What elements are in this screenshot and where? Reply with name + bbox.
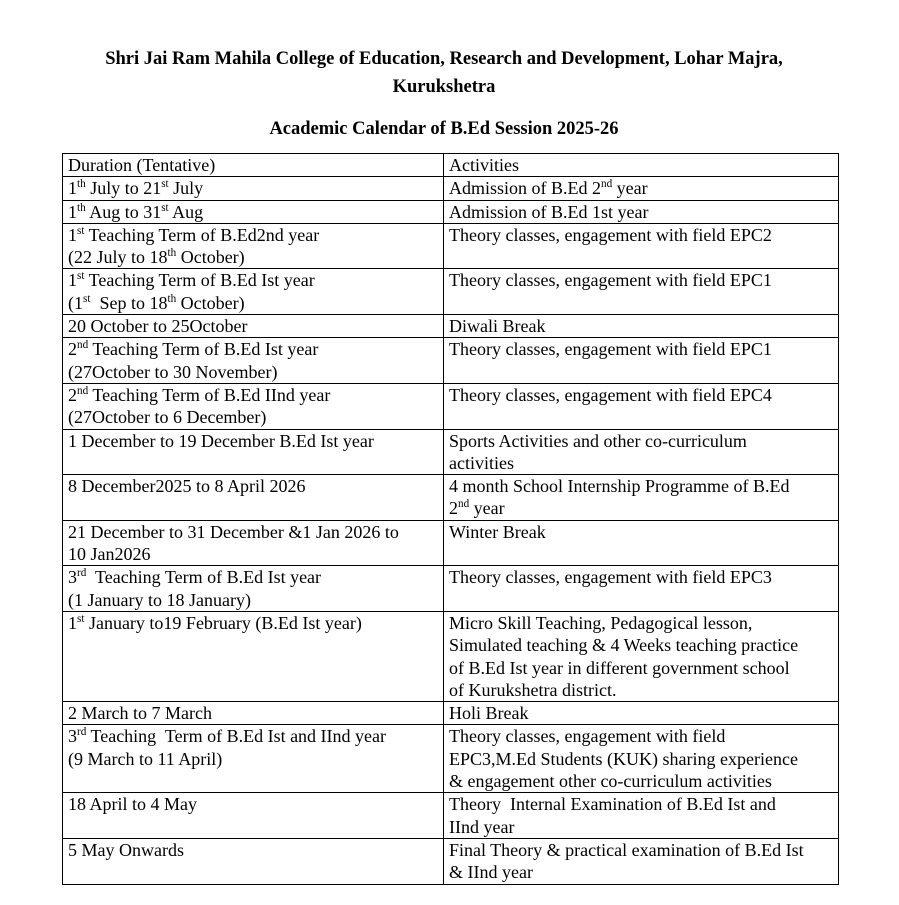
duration-cell: 1st Teaching Term of B.Ed2nd year (22 July to 18th October) [63,223,444,269]
table-header-row [63,154,839,177]
duration-cell: 1st Teaching Term of B.Ed Ist year (1st Sep to 18th October) [63,269,444,315]
activity-cell: Winter Break [444,520,839,566]
duration-cell: 1th Aug to 31st Aug [63,200,444,223]
calendar-row [63,475,839,521]
calendar-row [63,338,839,384]
calendar-row [63,269,839,315]
activity-cell: 4 month School Internship Programme of B.Ed 2nd year [444,475,839,521]
calendar-row [63,177,839,200]
duration-cell: 2nd Teaching Term of B.Ed IInd year (27October to 6 December) [63,383,444,429]
calendar-row [63,383,839,429]
calendar-row [63,520,839,566]
activity-cell: Theory classes, engagement with field EPC4 [444,383,839,429]
calendar-row [63,566,839,612]
duration-cell: 3rd Teaching Term of B.Ed Ist year (1 January to 18 January) [63,566,444,612]
duration-cell: 1st January to19 February (B.Ed Ist year) [63,611,444,701]
duration-cell: 18 April to 4 May [63,793,444,839]
activity-cell: Admission of B.Ed 2nd year [444,177,839,200]
calendar-row [63,725,839,793]
calendar-row [63,793,839,839]
calendar-subtitle: Academic Calendar of B.Ed Session 2025-26 [269,119,619,139]
activity-cell: Micro Skill Teaching, Pedagogical lesson, Simulated teaching & 4 Weeks teaching practice of B.Ed Ist year in different government school of Kurukshetra district. [444,611,839,701]
academic-calendar-table [62,153,839,885]
calendar-row [63,315,839,338]
activity-cell: Theory classes, engagement with field EPC1 [444,338,839,384]
activity-cell: Theory classes, engagement with field EPC3 [444,566,839,612]
column-header-duration: Duration (Tentative) [63,154,444,177]
calendar-row [63,702,839,725]
activity-cell: Theory classes, engagement with field EPC2 [444,223,839,269]
duration-cell: 2 March to 7 March [63,702,444,725]
duration-cell: 1th July to 21st July [63,177,444,200]
calendar-row [63,838,839,884]
activity-cell: Theory classes, engagement with field EPC1 [444,269,839,315]
column-header-activities: Activities [444,154,839,177]
activity-cell: Theory classes, engagement with field EPC3,M.Ed Students (KUK) sharing experience & engagement other co-curriculum activities [444,725,839,793]
table-body [63,177,839,884]
calendar-row [63,200,839,223]
activity-cell: Final Theory & practical examination of B.Ed Ist & IInd year [444,838,839,884]
activity-cell: Holi Break [444,702,839,725]
calendar-row [63,429,839,475]
calendar-row [63,223,839,269]
duration-cell: 2nd Teaching Term of B.Ed Ist year (27October to 30 November) [63,338,444,384]
activity-cell: Admission of B.Ed 1st year [444,200,839,223]
activity-cell: Theory Internal Examination of B.Ed Ist and IInd year [444,793,839,839]
activity-cell: Sports Activities and other co-curriculum activities [444,429,839,475]
calendar-row [63,611,839,701]
duration-cell: 20 October to 25October [63,315,444,338]
duration-cell: 3rd Teaching Term of B.Ed Ist and IInd year (9 March to 11 April) [63,725,444,793]
activity-cell: Diwali Break [444,315,839,338]
college-title-line1: Shri Jai Ram Mahila College of Education, Research and Development, Lohar Majra, [105,49,783,69]
college-title-line2: Kurukshetra [392,77,496,97]
college-title [56,0,832,101]
duration-cell: 21 December to 31 December &1 Jan 2026 to 10 Jan2026 [63,520,444,566]
duration-cell: 8 December2025 to 8 April 2026 [63,475,444,521]
duration-cell: 5 May Onwards [63,838,444,884]
duration-cell: 1 December to 19 December B.Ed Ist year [63,429,444,475]
